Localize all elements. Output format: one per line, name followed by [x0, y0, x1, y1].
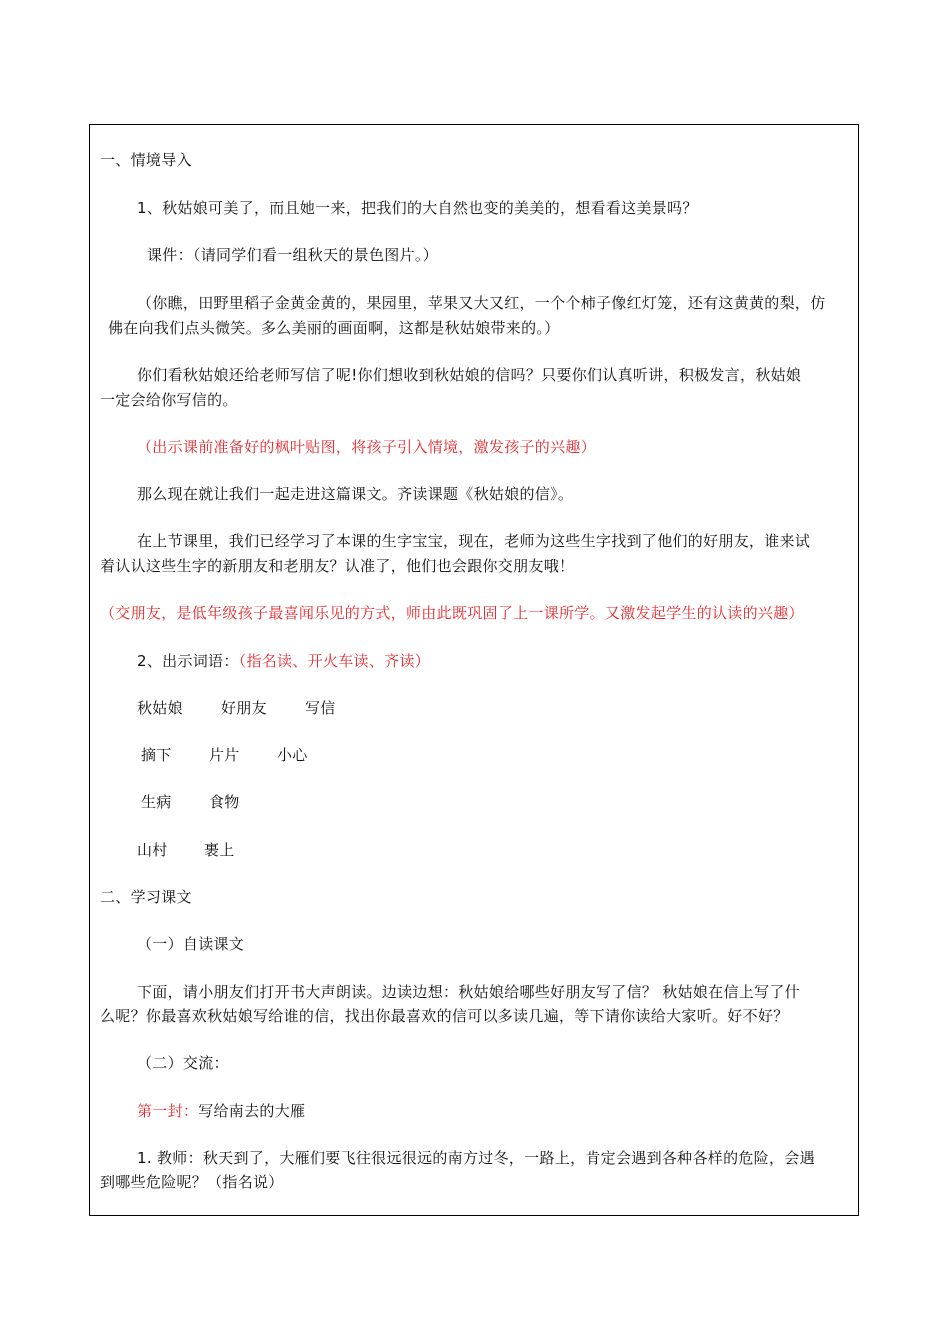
word-pianpian: 片片	[209, 746, 240, 764]
paragraph-5: 那么现在就让我们一起走进这篇课文。齐读课题《秋姑娘的信》。	[137, 485, 574, 503]
paragraph-8-line-1: 下面，请小朋友们打开书大声朗读。边读边想：秋姑娘给哪些好朋友写了信？ 秋姑娘在信上写了什	[137, 983, 800, 1001]
paragraph-9-line-1: 1. 教师：秋天到了，大雁们要飞往很远很远的南方过冬，一路上，肯定会遇到各种各样的危险，会遇	[137, 1149, 815, 1167]
teaching-note-1: （出示课前准备好的枫叶贴图，将孩子引入情境，激发孩子的兴趣）	[137, 438, 597, 456]
paragraph-6-line-1: 在上节课里，我们已经学习了本课的生字宝宝，现在，老师为这些生字找到了他们的好朋友，谁来试	[137, 532, 811, 550]
subheading-self-reading: （一）自读课文	[137, 935, 245, 953]
word-haopengyou: 好朋友	[221, 699, 267, 717]
word-xiaoxin: 小心	[277, 746, 308, 764]
subheading-exchange: （二）交流：	[137, 1054, 229, 1072]
teaching-note-2: （交朋友，是低年级孩子最喜闻乐见的方式，师由此既巩固了上一课所学。又激发起学生的认读的兴趣）	[100, 604, 804, 622]
word-zhaixia: 摘下	[141, 746, 172, 764]
paragraph-7-prefix: 2、出示词语：	[137, 652, 239, 670]
word-guoshang: 裹上	[204, 841, 235, 859]
word-xiexin: 写信	[305, 699, 336, 717]
paragraph-6-line-2: 着认认这些生字的新朋友和老朋友？认准了，他们也会跟你交朋友哦！	[100, 557, 575, 575]
letter-1-title: 写给南去的大雁	[198, 1102, 306, 1120]
paragraph-7	[137, 651, 430, 671]
paragraph-7-note: （指名读、开火车读、齐读）	[238, 652, 431, 670]
word-shiwu: 食物	[209, 793, 240, 811]
paragraph-8-line-2: 么呢？你最喜欢秋姑娘写给谁的信，找出你最喜欢的信可以多读几遍，等下请你读给大家听。好不好？	[100, 1007, 789, 1025]
letter-1-prefix: 第一封：	[137, 1102, 199, 1120]
paragraph-9-line-2: 到哪些危险呢？（指名说）	[100, 1173, 284, 1191]
paragraph-4-line-2: 一定会给你写信的。	[100, 391, 238, 409]
word-shengbing: 生病	[141, 793, 172, 811]
section-heading-study: 二、学习课文	[100, 888, 192, 906]
paragraph-3-line-2: 佛在向我们点头微笑。多么美丽的画面啊，这都是秋姑娘带来的。）	[108, 319, 560, 337]
word-qiuguniang: 秋姑娘	[137, 699, 183, 717]
paragraph-1: 1、秋姑娘可美了，而且她一来，把我们的大自然也变的美美的，想看看这美景吗？	[137, 199, 698, 217]
section-heading-intro: 一、情境导入	[100, 151, 192, 169]
paragraph-4-line-1: 你们看秋姑娘还给老师写信了呢!你们想收到秋姑娘的信吗？只要你们认真听讲，积极发言，秋姑娘	[137, 366, 802, 384]
paragraph-3-line-1: （你瞧，田野里稻子金黄金黄的，果园里，苹果又大又红，一个个柿子像红灯笼，还有这黄黄的梨，仿	[137, 294, 826, 312]
paragraph-courseware: 课件：（请同学们看一组秋天的景色图片。）	[147, 246, 439, 264]
letter-1-heading	[137, 1101, 305, 1121]
word-shancun: 山村	[137, 841, 168, 859]
